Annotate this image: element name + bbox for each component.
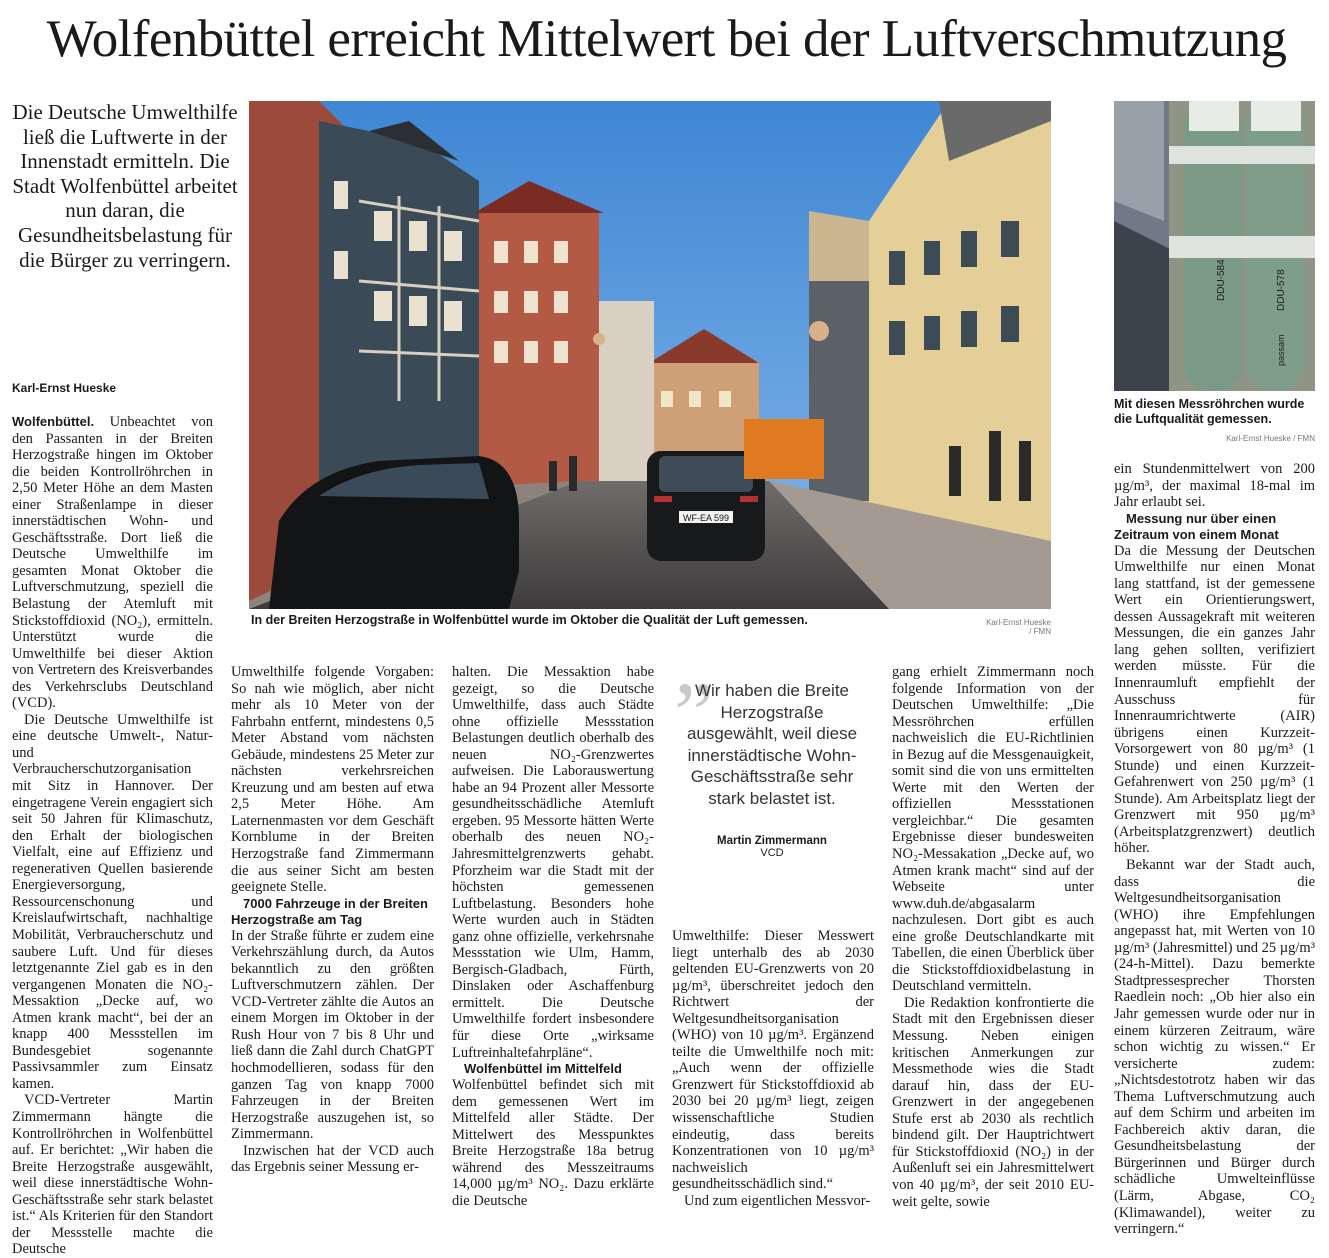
col3-paragraph-1: halten. Die Messaktion habe gezeigt, so die Deutsche Umwelthilfe, dass auch Städte ohne offizielle Messstation Belastungen deutlich oberhalb des neuen NO₂-Grenzwertes aufweisen. Die Laborauswertung habe an 94 Prozent aller Messorte gesundheitsschädliche Atemluft ergeben. 95 Messorte hätten Werte oberhalb des neuen NO₂-Jahresmittelgrenzwerts gehabt. Pforzheim war die Stadt mit der höchsten gemessenen Luftbelastung. Besonders hohe Werte wurden auch in Städten ganz ohne offizielle, verkehrsnahe Messstation wie Ulm, Hamm, Bergisch-Gladbach, Fürth, Dinslaken oder Aschaffenburg ermittelt. Die Deutsche Umwelthilfe fordert insbesondere für diese Orte „wirksame Luftreinhaltefahrpläne“. — [452, 664, 654, 1061]
col5-paragraph-2: Die Redaktion konfrontierte die Stadt mit den Ergebnissen dieser Messung. Neben einigen kritischen Anmerkungen zur Messmethode wies die Stadt darauf hin, dass der EU-Grenzwert in der angegebenen Stufe erst ab 2030 als rechtlich bindend gilt. Der Hauptrichtwert für Stickstoffdioxid (NO₂) in der Außenluft sei ein Jahresmittelwert von 40 µg/m³, der seit 2010 EU-weit gelte, sowie — [892, 994, 1094, 1210]
col6-paragraph-1: ein Stundenmittelwert von 200 µg/m³, der maximal 18-mal im Jahr erlaubt sei. — [1114, 461, 1315, 511]
quote-text: Wir haben die Breite Herzogstraße ausgewählt, weil diese innerstädtische Wohn-Geschäftsstraße sehr stark belastet ist. — [686, 681, 858, 808]
column-1 — [12, 414, 213, 1258]
col3-paragraph-2: Wolfenbüttel befindet sich mit dem gemessenen Wert im Mittelfeld aller Städte. Der Mittelwert des Messpunktes Breite Herzogstraße 18a betrug während des Messzeitraums 14,000 µg/m³ NO₂. Dazu erklärte die Deutsche — [452, 1077, 654, 1209]
license-plate: WF-EA 599 — [682, 513, 730, 523]
col6-paragraph-3: Bekannt war der Stadt auch, dass die Weltgesundheitsorganisation (WHO) ihre Empfehlungen angepasst hat, mit Werten von 10 µg/m³ (Jahresmittel) und 25 µg/m³ (24-h-Mittel). Dazu bemerkte Stadtpressesprecher Thorsten Raedlein noch: „Ob hier also ein Jahr gemessen wurde oder nur in einem kürzeren Zeitraum, wäre schon wichtig zu wissen.“ Er versicherte zudem: „Nichtsdestotrotz haben wir das Thema Luftverschmutzung auch auf dem Schirm und arbeiten im Fachbereich aktiv daran, die Gesundheitsbelastung der Bürgerinnen und Bürger durch schädliche Umwelteinflüsse (Lärm, Abgase, CO₂ (Klimawandel), weiter zu verringern.“ — [1114, 857, 1315, 1238]
quote-author: Martin Zimmermann — [717, 835, 827, 847]
subheading-zeitraum: Messung nur über einen Zeitraum von einem Monat — [1114, 510, 1279, 542]
column-5 — [892, 664, 1094, 1210]
column-3 — [452, 664, 654, 1210]
column-4 — [672, 928, 874, 1209]
side-photo-credit: Karl-Ernst Hueske / FMN — [1226, 434, 1315, 443]
quote-mark-icon: ” — [674, 665, 714, 764]
subheading-mittelfeld: Wolfenbüttel im Mittelfeld — [464, 1061, 622, 1077]
author: Karl-Ernst Hueske — [12, 381, 117, 395]
main-photo-caption: In der Breiten Herzogstraße in Wolfenbüttel wurde im Oktober die Qualität der Luft gemessen. — [251, 613, 808, 627]
tube-brand: passam — [1276, 334, 1286, 366]
column-6 — [1114, 461, 1315, 1238]
col2-paragraph-1: Umwelthilfe folgende Vorgaben: So nah wie möglich, aber nicht mehr als 10 Meter von der Fahrbahn entfernt, mindestens 0,5 Meter Abstand vom nächsten Gebäude, mindestens 25 Meter zur nächsten verkehrsreichen Kreuzung und am besten auf etwa 2,5 Meter Höhe. Am Laternenmasten vor dem Geschäft Kornblume in der Breiten Herzogstraße fand Zimmermann die aus seiner Sicht am besten geeignete Stelle. — [231, 664, 434, 896]
pull-quote — [672, 665, 872, 859]
headline: Wolfenbüttel erreicht Mittelwert bei der Luftverschmutzung — [46, 10, 1287, 68]
col6-paragraph-2: Da die Messung der Deutschen Umwelthilfe nur einen Monat lang stattfand, ist der gemessene Wert ein Orientierungswert, dessen Aussagekraft mit weiteren Messungen, die ein ganzes Jahr lang gehen sollten, verifiziert werden müsste. Für die Innenraumluft empfiehlt der Ausschuss für Innenraumrichtwerte (AIR) übrigens einen Kurzzeit-Vorsorgewert von 80 µg/m³ (1 Stunde) und einen Kurzzeit-Gefahrenwert von 250 µg/m³ (1 Stunde). Am Arbeitsplatz liegt der Grenzwert mit 950 µg/m³ (Arbeitsplatzgrenzwert) deutlich höher. — [1114, 542, 1315, 857]
dateline: Wolfenbüttel. — [12, 414, 95, 429]
side-photo-caption: Mit diesen Messröhrchen wurde die Luftqualität gemessen. — [1114, 397, 1305, 426]
col1-paragraph-1: Unbeachtet von den Passanten in der Breiten Herzogstraße hingen im Oktober die beiden Kontrollröhrchen in 2,50 Meter Höhe an dem Masten einer Straßenlampe in dieser innerstädtischen Wohn- und Geschäftsstraße. Dort ließ die Deutsche Umwelthilfe im gesamten Monat Oktober die Luftverschmutzung, speziell die Belastung der Atemluft mit Stickstoffdioxid (NO₂), ermitteln. Unterstützt wurde die Umwelthilfe bei dieser Aktion von Vertretern des Kreisverbandes des Verkehrsclubs Deutschland (VCD). — [12, 414, 213, 712]
subheading-7000-fahrzeuge: 7000 Fahrzeuge in der Breiten Herzogstraße am Tag — [231, 895, 428, 927]
col1-paragraph-3: VCD-Vertreter Martin Zimmermann hängte die Kontrollröhrchen in Wolfenbüttel auf. Er berichtet: „Wir haben die Breite Herzogstraße ausgewählt, weil diese innerstädtische Wohn-Geschäftsstraße sehr stark belastet ist.“ Als Kriterien für den Standort der Messstelle machte die Deutsche — [12, 1092, 213, 1258]
col1-paragraph-2: Die Deutsche Umwelthilfe ist eine deutsche Umwelt-, Natur- und Verbraucherschutzorganisation mit Sitz in Hannover. Der eingetragene Verein engagiert sich seit 50 Jahren für Klimaschutz, den Erhalt der biologischen Vielfalt, eine auf Effizienz und regenerativen Quellen basierende Energieversorgung, Ressourcenschonung und Kreislaufwirtschaft, nachhaltige Mobilität, Verbraucherschutz und saubere Luft. Und für dieses letztgenannte Ziel gab es in den vergangenen Monaten die NO₂-Messaktion „Decke auf, wo Atmen krank macht“, bei der an knapp 400 Messstellen im Bundesgebiet sogenannte Passivsammler zum Einsatz kamen. — [12, 711, 213, 1092]
main-photo — [249, 101, 1051, 609]
teaser: Die Deutsche Umwelthilfe ließ die Luftwerte in der Innenstadt ermitteln. Die Stadt Wolfenbüttel arbeitet nun daran, die Gesundheitsbelastung für die Bürger zu verringern. — [12, 100, 238, 272]
quote-organization: VCD — [760, 847, 784, 859]
tube2-label: DDU-578 — [1276, 269, 1287, 311]
col4-paragraph-2: Und zum eigentlichen Messvor- — [684, 1192, 871, 1209]
col2-paragraph-3: Inzwischen hat der VCD auch das Ergebnis seiner Messung er- — [231, 1142, 434, 1176]
tube1-label: DDU-584 — [1216, 259, 1227, 301]
main-photo-credit: Karl-Ernst Hueske / FMN — [986, 618, 1051, 636]
column-2 — [231, 664, 434, 1176]
side-photo — [1114, 101, 1315, 391]
col5-paragraph-1: gang erhielt Zimmermann noch folgende Information von der Deutschen Umwelthilfe: „Die Messröhrchen erfüllen nachweislich die EU-Richtlinien in Bezug auf die Messgenauigkeit, somit sind die von uns ermittelten Werte mit den Werten der offiziellen Messstationen vergleichbar.“ Die gesamten Ergebnisse dieser bundesweiten NO₂-Messakation „Decke auf, wo Atmen krank macht“ sind auf der Webseite unter www.duh.de/abgasalarm nachzulesen. Dort gibt es auch eine große Deutschlandkarte mit Tabellen, die einen Überblick über die Stickstoffdioxidbelastung in Deutschland vermitteln. — [892, 664, 1094, 995]
col4-paragraph-1: Umwelthilfe: Dieser Messwert liegt unterhalb des ab 2030 geltenden EU-Grenzwerts von 20 µg/m³, überschreitet jedoch den Richtwert der Weltgesundheitsorganisation (WHO) von 10 µg/m³. Ergänzend teilte die Umwelthilfe noch mit: „Auch wenn der offizielle Grenzwert für Stickstoffdioxid ab 2030 bei 20 µg/m³ liegt, zeigen wissenschaftliche Studien eindeutig, dass bereits Konzentrationen von 10 µg/m³ nachweislich gesundheitsschädlich sind.“ — [672, 928, 874, 1193]
col2-paragraph-2: In der Straße führte er zudem eine Verkehrszählung durch, da Autos bekanntlich zu den größten Luftverschmutzern zählen. Der VCD-Vertreter zählte die Autos an einem Morgen im Oktober in der Rush Hour von 7 bis 8 Uhr und ließ dann die Zahl durch ChatGPT hochmodellieren, sodass für den ganzen Tag von knapp 7000 Fahrzeugen in der Breiten Herzogstraße auszugehen ist, so Zimmermann. — [231, 927, 434, 1143]
